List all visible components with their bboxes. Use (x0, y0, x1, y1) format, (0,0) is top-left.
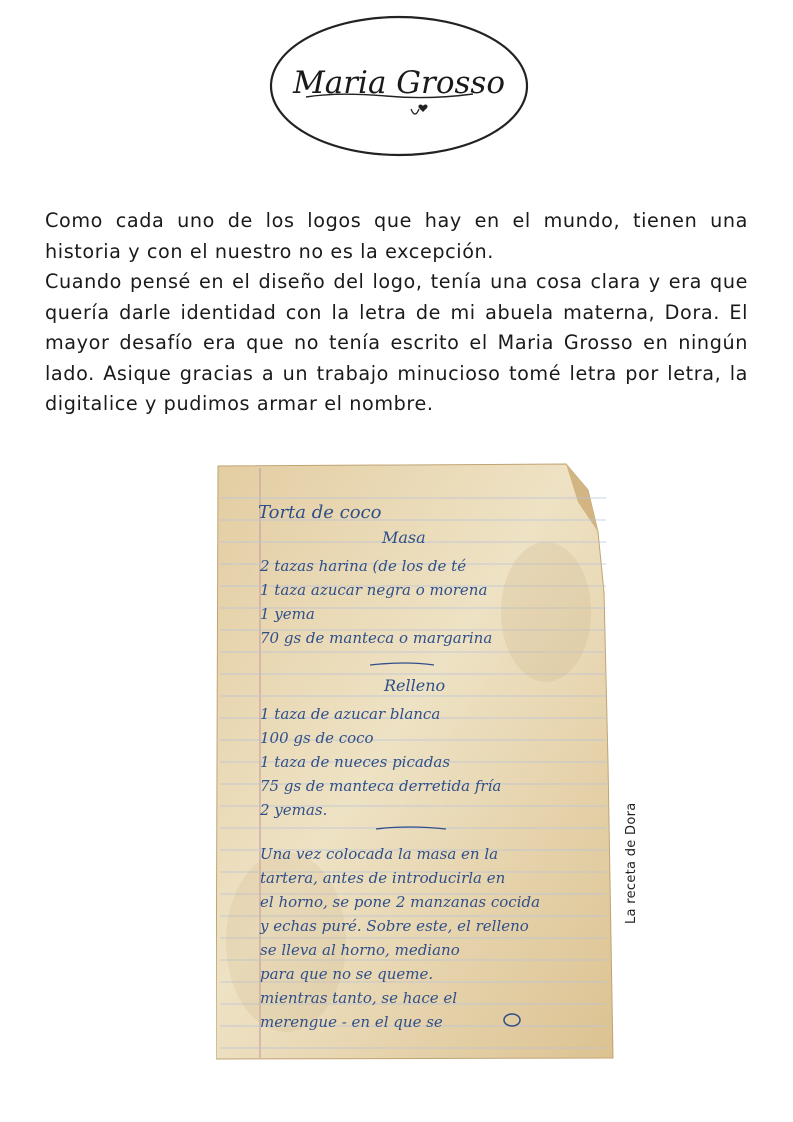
instruction-line: se lleva al horno, mediano (260, 941, 460, 959)
relleno-line: 75 gs de manteca derretida fría (260, 777, 502, 795)
recipe-title: Torta de coco (258, 502, 382, 523)
recipe-photo (216, 462, 616, 1060)
intro-paragraph-2: Cuando pensé en el diseño del logo, tenía una cosa clara y era que quería darle identidad con la letra de mi abuela materna, Dora. El mayor desafío era que no tenía escrito el Maria Grosso en ningún lado. Asique gracias a un trabajo minucioso tomé letra por letra, la digitalice y pudimos armar el nombre. (45, 270, 748, 415)
photo-caption: La receta de Dora (624, 802, 639, 924)
intro-paragraph-1: Como cada uno de los logos que hay en el mundo, tienen una historia y con el nuestro no es la excepción. (45, 209, 748, 263)
maria-grosso-logo (268, 14, 530, 158)
instruction-line: merengue - en el que se (260, 1013, 443, 1031)
relleno-line: 2 yemas. (260, 801, 328, 819)
instruction-line: para que no se queme. (260, 965, 434, 983)
instruction-line: tartera, antes de introducirla en (260, 869, 506, 887)
instruction-line: y echas puré. Sobre este, el relleno (260, 917, 529, 935)
intro-text (45, 206, 748, 420)
recipe-section-masa: Masa (382, 528, 426, 547)
masa-line: 70 gs de manteca o margarina (260, 629, 493, 647)
relleno-line: 100 gs de coco (260, 729, 374, 747)
instruction-line: Una vez colocada la masa en la (260, 845, 499, 863)
instruction-line: el horno, se pone 2 manzanas cocida (260, 893, 541, 911)
masa-line: 2 tazas harina (de los de té (260, 557, 467, 575)
recipe-section-relleno: Relleno (384, 676, 446, 695)
logo-text: Maria Grosso (292, 65, 506, 101)
masa-line: 1 yema (260, 605, 315, 623)
relleno-line: 1 taza de azucar blanca (260, 705, 441, 723)
masa-line: 1 taza azucar negra o morena (260, 581, 488, 599)
relleno-line: 1 taza de nueces picadas (260, 753, 451, 771)
instruction-line: mientras tanto, se hace el (260, 989, 458, 1007)
